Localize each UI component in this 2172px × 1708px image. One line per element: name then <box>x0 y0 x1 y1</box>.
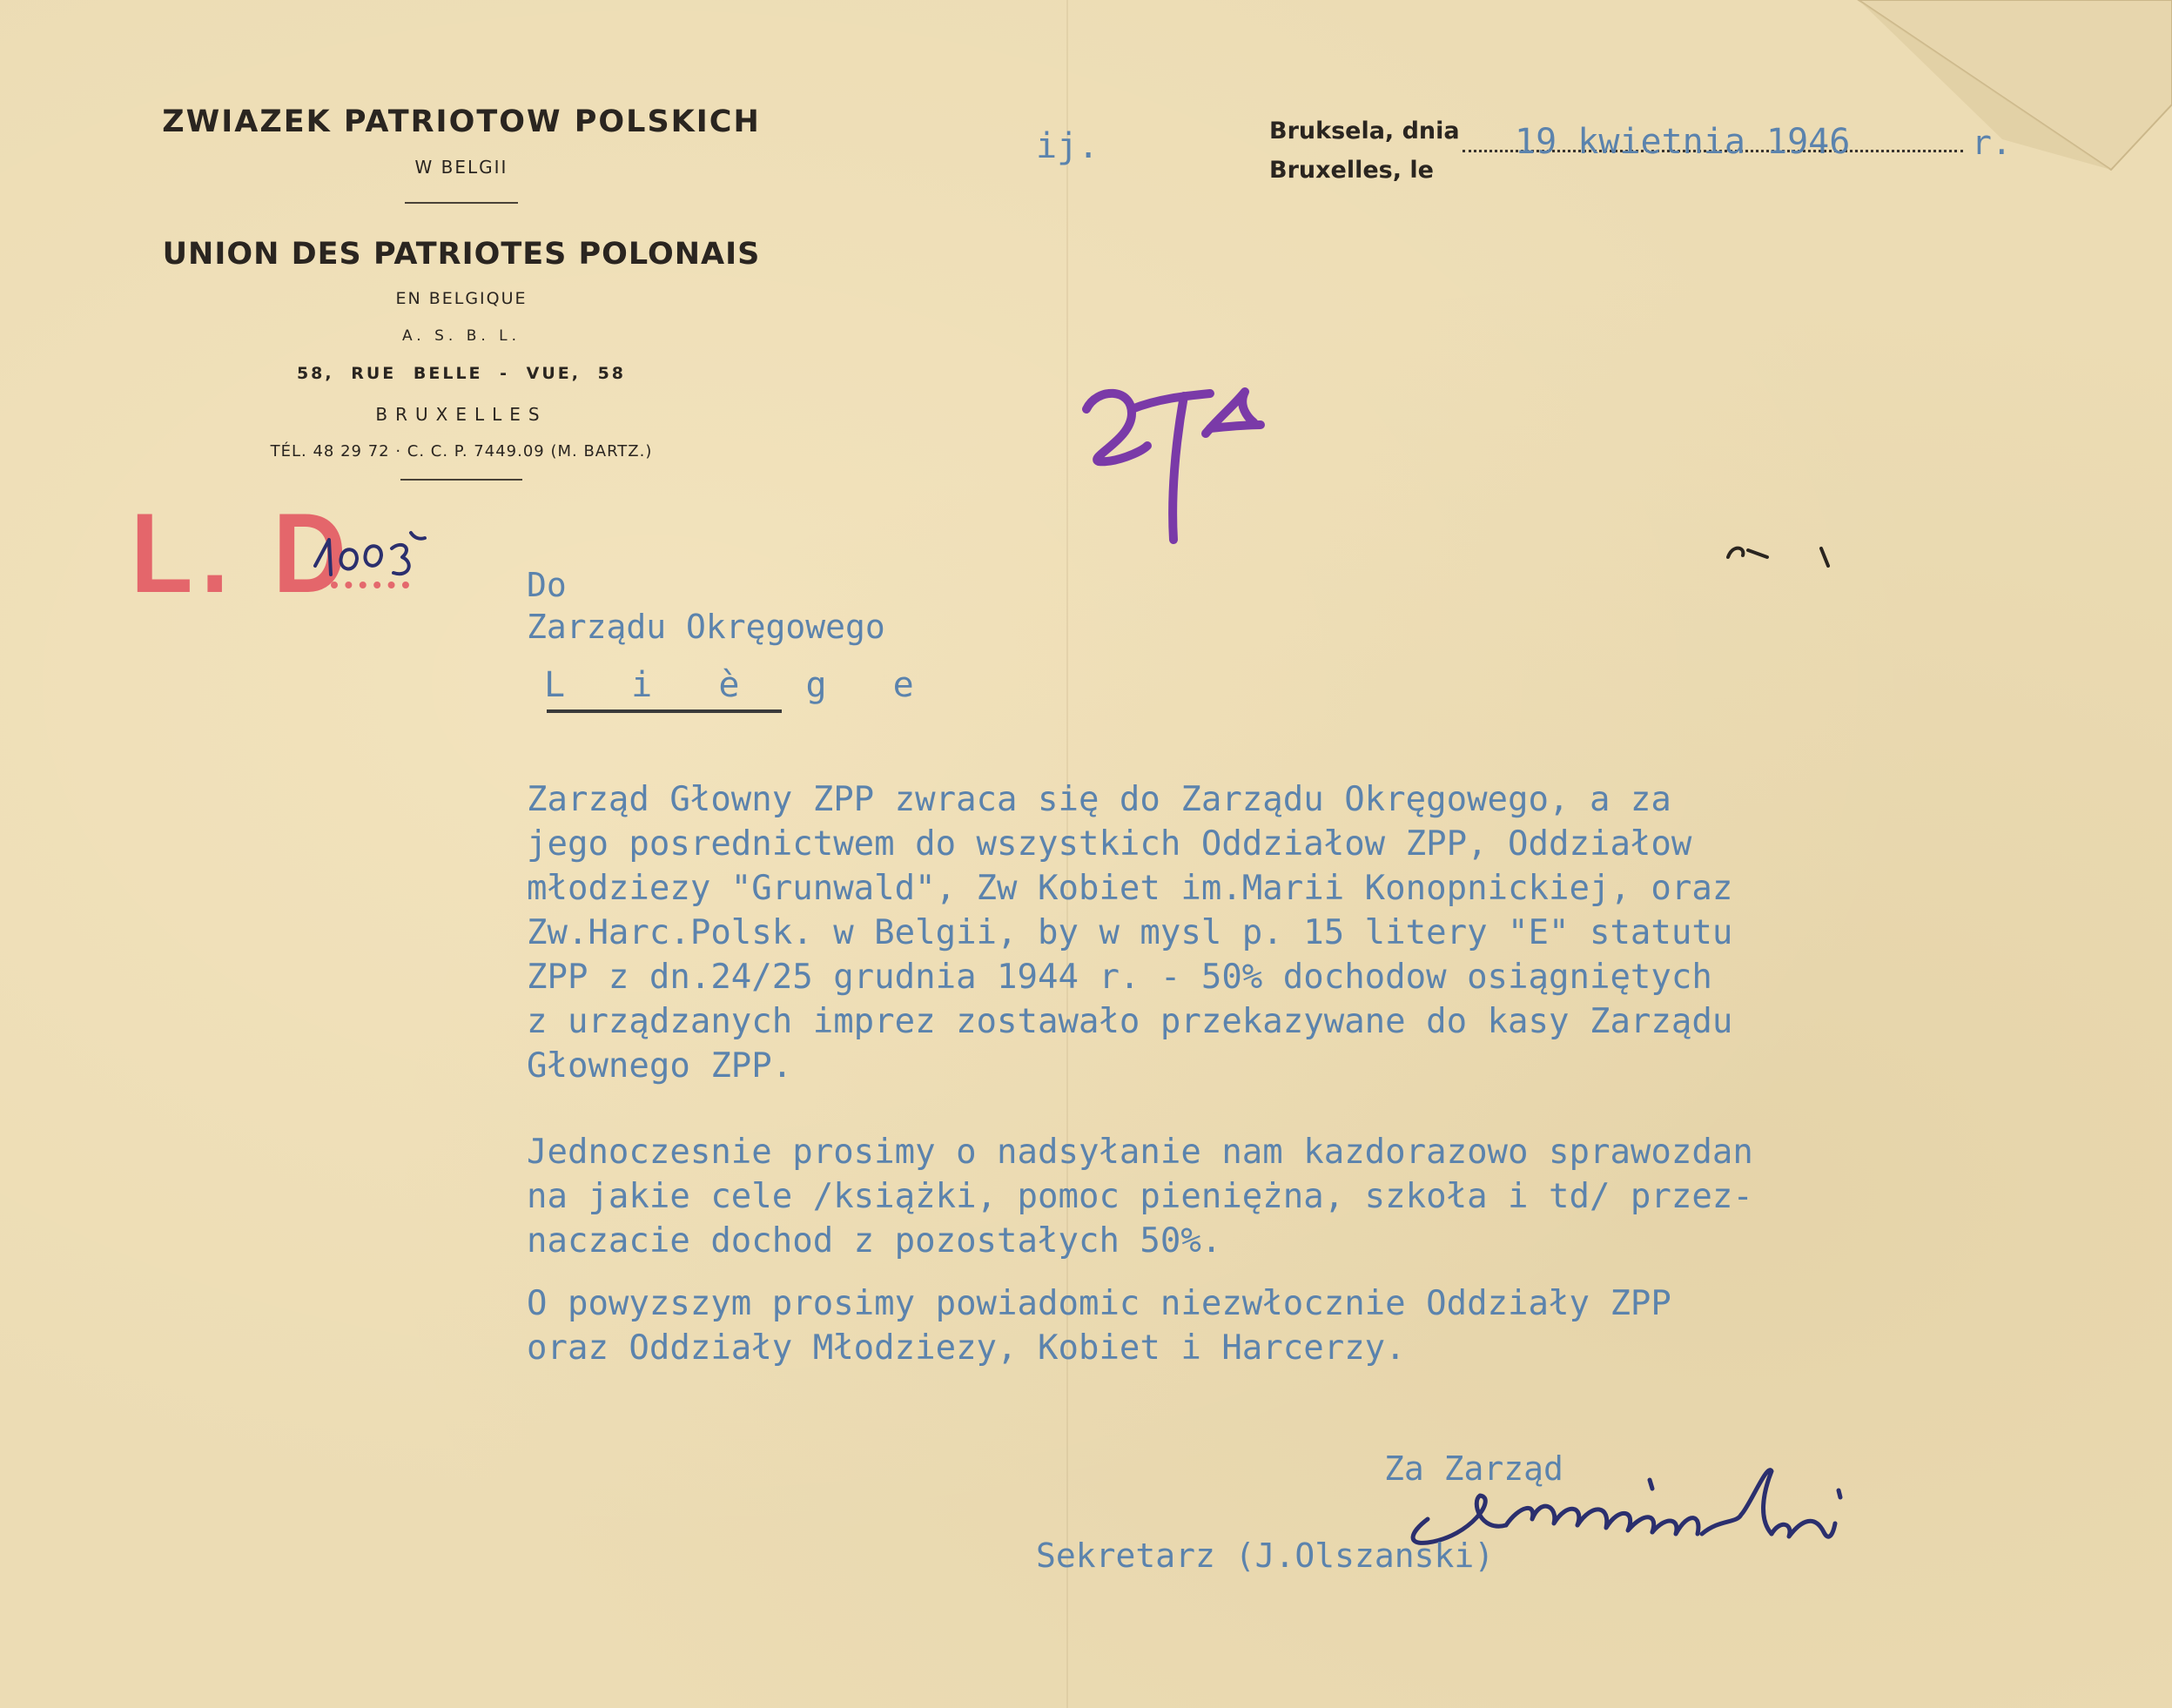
body-paragraph-2: Jednoczesnie prosimy o nadsyłanie nam kazdorazowo sprawozdan na jakie cele /książki, pomoc pieniężna, szkoła i td/ przez- naczacie dochod z pozostałych 50%. <box>527 1133 1753 1261</box>
org-name-polish: ZWIAZEK PATRIOTOW POLSKICH <box>162 104 761 139</box>
addressee-to: Do <box>527 566 567 604</box>
body-paragraph-1: Zarząd Głowny ZPP zwraca się do Zarządu Okręgowego, a za jego posrednictwem do wszystkich Oddziałow ZPP, Oddziałow młodziezy "Grunwald", Zw Kobiet im.Marii Konopnickiej, oraz Zw.Harc.Polsk. w Belgii, by w mysl p. 15 litery "E" statutu ZPP z dn.24/25 grudnia 1944 r. - 50% dochodow osiągniętych z urządzanych imprez zostawało przekazywane do kasy Zarządu Głownego ZPP. <box>527 780 1733 1086</box>
reference-mark: ij. <box>1036 126 1099 166</box>
date-suffix: r. <box>1972 124 2012 162</box>
body-paragraph-3: O powyzszym prosimy powiadomic niezwłocznie Oddziały ZPP oraz Oddziały Młodziezy, Kobiet i Harcerzy. <box>527 1284 1671 1368</box>
org-phone-account: TÉL. 48 29 72 · C. C. P. 7449.09 (M. BARTZ.) <box>270 442 653 461</box>
dateline-label-french: Bruxelles, le <box>1269 157 1434 184</box>
letter-date: 19 kwietnia 1946 <box>1515 122 1851 162</box>
org-address: 58, RUE BELLE - VUE, 58 <box>296 364 627 383</box>
org-name-french: UNION DES PATRIOTES POLONAIS <box>162 237 761 272</box>
legal-form: A. S. B. L. <box>401 327 521 345</box>
org-city: BRUXELLES <box>375 404 548 425</box>
ld-stamp: L. D <box>131 489 354 616</box>
dateline-label-polish: Bruksela, dnia <box>1269 118 1460 145</box>
closing-for-board: Za Zarząd <box>1384 1449 1563 1488</box>
org-country-polish: W BELGII <box>414 157 508 178</box>
org-country-french: EN BELGIQUE <box>395 289 528 308</box>
addressee-name: Zarządu Okręgowego <box>527 608 885 646</box>
addressee-city: L i è g e <box>544 665 937 705</box>
signature-line: Sekretarz (J.Olszanski) <box>1036 1537 1495 1575</box>
